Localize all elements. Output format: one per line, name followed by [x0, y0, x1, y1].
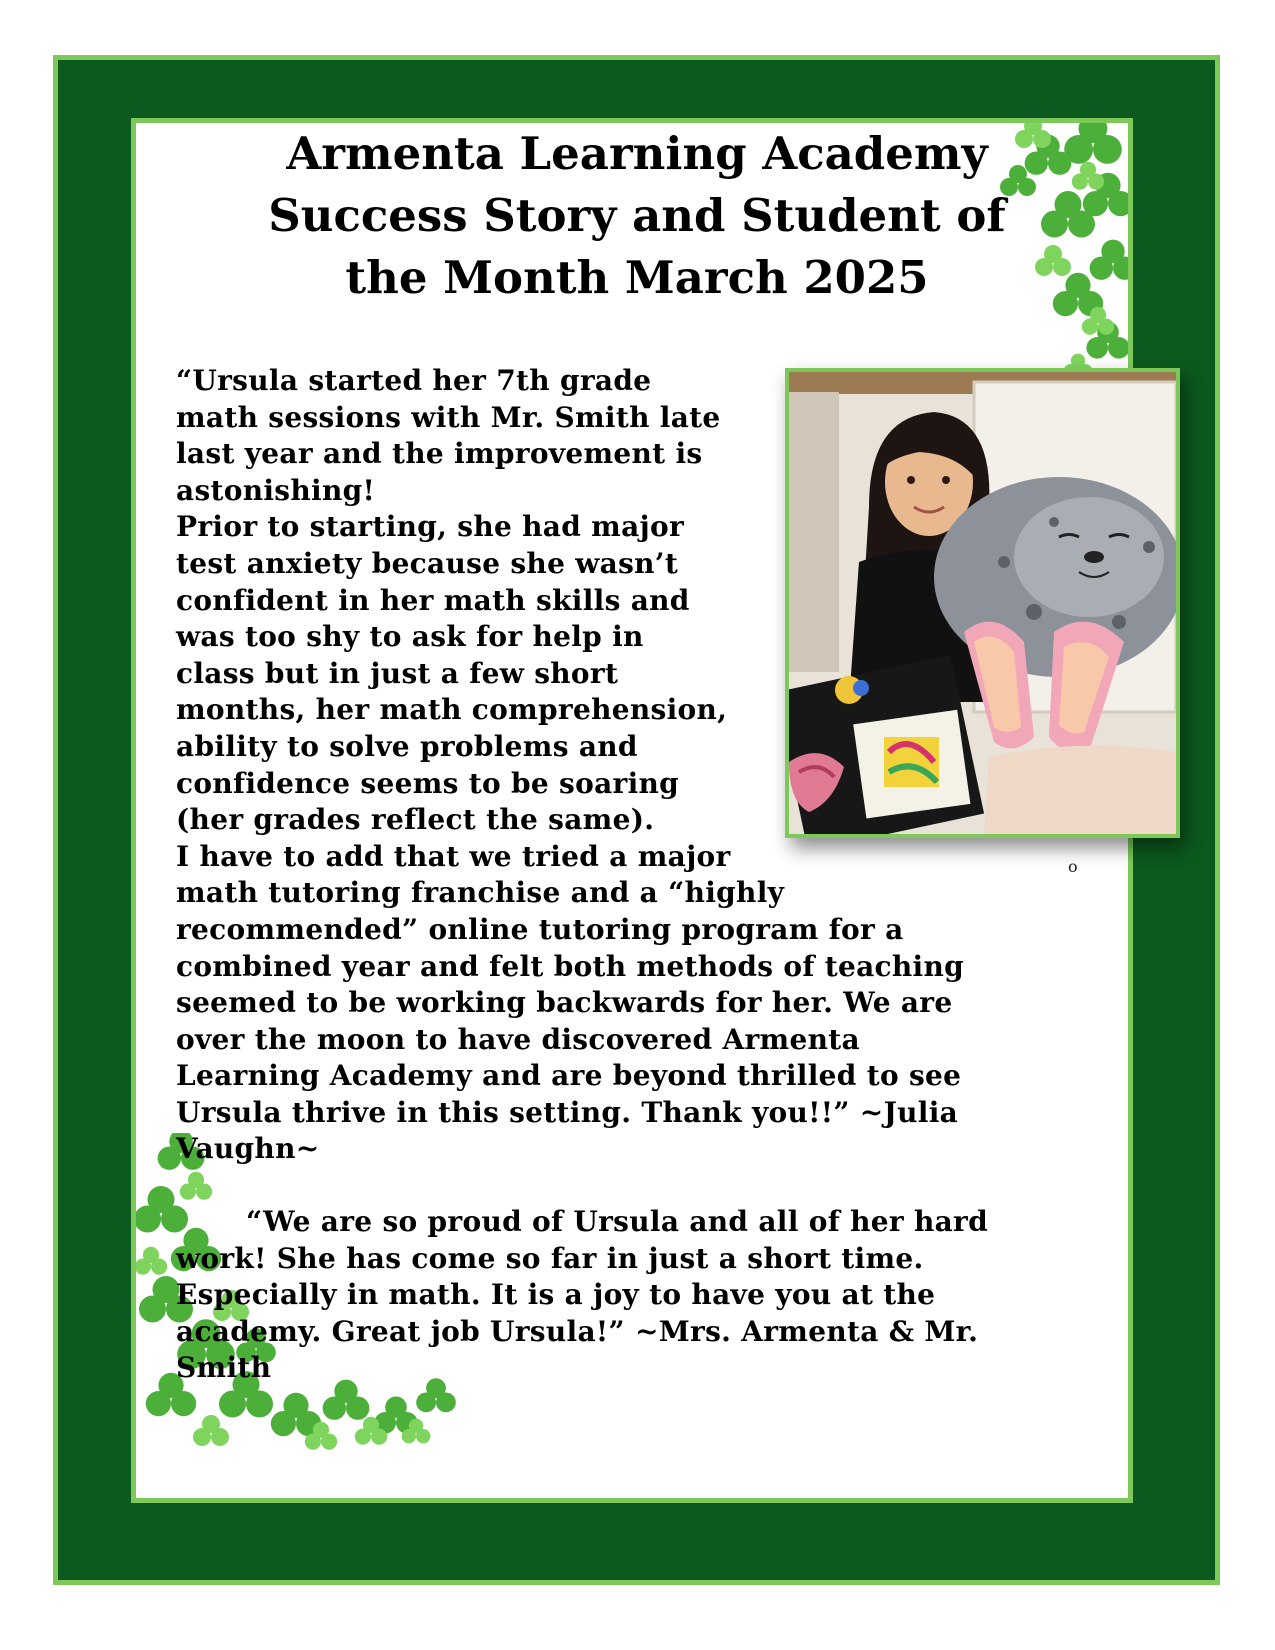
testimonial-2-line: Especially in math. It is a joy to have you at the: [176, 1278, 936, 1312]
testimonial-1-line: was too shy to ask for help in: [176, 620, 644, 654]
student-photo: [785, 368, 1180, 838]
testimonial-1-line: last year and the improvement is: [176, 437, 703, 471]
testimonial-1-line: months, her math comprehension,: [176, 693, 728, 727]
testimonial-1-line: ability to solve problems and: [176, 729, 638, 763]
testimonial-1-line: confident in her math skills and: [176, 583, 690, 617]
testimonial-1-line: Prior to starting, she had major: [176, 510, 685, 544]
testimonial-1-line: class but in just a few short: [176, 656, 619, 690]
testimonial-1-line: (her grades reflect the same).: [176, 803, 655, 837]
testimonial-1-line: I have to add that we tried a major: [176, 839, 731, 873]
testimonial-1-line: math sessions with Mr. Smith late: [176, 400, 721, 434]
testimonial-1-line: astonishing!: [176, 473, 376, 507]
stray-mark: o: [1068, 857, 1078, 876]
testimonial-1-line: confidence seems to be soaring: [176, 766, 680, 800]
testimonial-1-line: combined year and felt both methods of teaching: [176, 949, 965, 983]
testimonial-1-line: seemed to be working backwards for her. We are: [176, 986, 953, 1020]
testimonial-2-signature: Smith: [176, 1351, 272, 1385]
testimonial-1-signature: Vaughn~: [176, 1132, 320, 1166]
title-line-2: Success Story and Student of: [268, 189, 1006, 242]
student-with-seal-plush-photo-icon: [789, 372, 1176, 834]
testimonial-2-line: “We are so proud of Ursula and all of her hard: [246, 1205, 988, 1239]
testimonial-1-line: over the moon to have discovered Armenta: [176, 1022, 860, 1056]
paragraph-spacer: [176, 1168, 996, 1204]
title-line-1: Armenta Learning Academy: [286, 127, 988, 180]
title-line-3: the Month March 2025: [345, 251, 929, 304]
testimonial-2-line: work! She has come so far in just a short time.: [176, 1241, 924, 1275]
testimonial-1-line: test anxiety because she wasn’t: [176, 546, 679, 580]
testimonial-2-line: academy. Great job Ursula!” ~Mrs. Armenta & Mr.: [176, 1314, 979, 1348]
page-title: [136, 123, 1133, 309]
testimonial-1-line: math tutoring franchise and a “highly: [176, 876, 785, 910]
testimonial-1-line: Learning Academy and are beyond thrilled to see: [176, 1059, 962, 1093]
testimonial-1-line: Ursula thrive in this setting. Thank you!!” ~Julia: [176, 1095, 959, 1129]
testimonial-1-line: recommended” online tutoring program for a: [176, 912, 904, 946]
testimonial-1-line: “Ursula started her 7th grade: [176, 364, 652, 397]
